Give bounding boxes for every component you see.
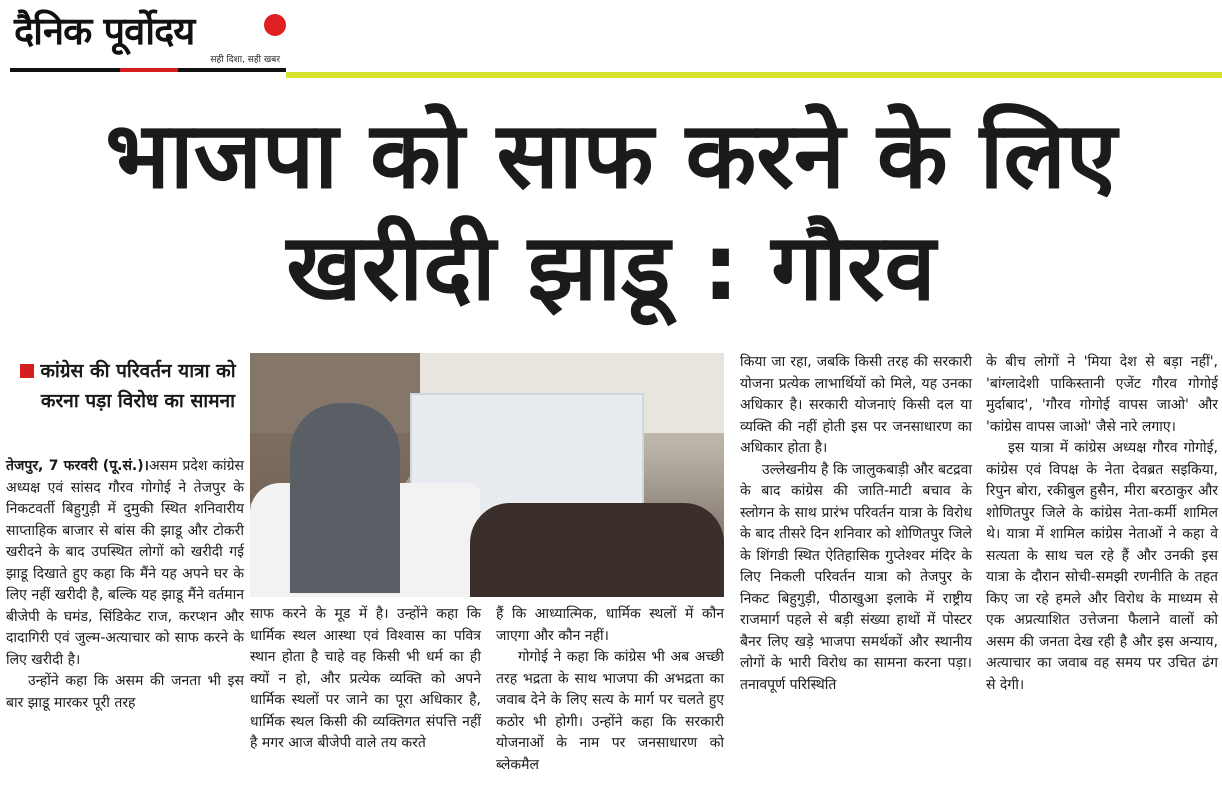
- news-photo: [250, 353, 724, 597]
- masthead-divider: [286, 72, 1222, 78]
- article-column-3: [496, 604, 724, 776]
- article-column-1: [6, 456, 244, 714]
- subheadline: कांग्रेस की परिवर्तन यात्रा को करना पड़ा विरोध का सामना: [40, 360, 236, 412]
- article-paragraph: इस यात्रा में कांग्रेस अध्यक्ष गौरव गोगोई, कांग्रेस एवं विपक्ष के नेता देवब्रत सइकिया, रिपुन बोरा, रकीबुल हुसैन, मीरा बरठाकुर और शोणितपुर जिले के कांग्रेस नेता-कर्मी शामिल थे। यात्रा में शामिल कांग्रेस नेताओं ने कहा वे सत्यता के साथ चल रहे हैं और उनकी इस यात्रा के दौरान सोची-समझी रणनीति के तहत किए जा रहे हमले और विरोध के माध्यम से एक अप्रत्याशित उत्तेजना फैलाने वालों को असम की जनता देख रही है और इस अन्याय, अत्याचार का जवाब वह समय पर उचित ढंग से देगी।: [986, 440, 1218, 693]
- article-column-2: [250, 604, 481, 755]
- headline: भाजपा को साफ करने के लिए खरीदी झाडू : गौरव: [105, 102, 1117, 321]
- article-column-4: [740, 352, 972, 696]
- photo-man: [290, 403, 400, 593]
- article-text: असम प्रदेश कांग्रेस अध्यक्ष एवं सांसद गौरव गोगोई ने तेजपुर के निकटवर्ती बिहुगुड़ी में दुमुकी स्थित शनिवारीय साप्ताहिक बाजार से बांस की झाडू और टोकरी खरीदने के बाद उपस्थित लोगों को खरीदी गई झाडू दिखाते हुए कहा कि मैंने यह अपने घर के लिए नहीं खरीदी है, बल्कि यह झाडू मैंने वर्तमान बीजेपी के घमंड, सिंडिकेट राज, करप्शन और दादागिरी एवं जुल्म-अत्याचार को साफ करने के लिए खरीदी है।: [6, 458, 245, 668]
- article-paragraph: गोगोई ने कहा कि कांग्रेस भी अब अच्छी तरह भद्रता के साथ भाजपा की अभद्रता का जवाब देने के लिए सत्य के मार्ग पर चलते हुए कठोर भी होगी। उन्होंने कहा कि सरकारी योजनाओं के नाम पर जनसाधारण को ब्लेकमैल: [496, 649, 724, 773]
- article-column-5: [986, 352, 1218, 696]
- sun-logo-icon: [264, 14, 286, 36]
- photo-crowd: [470, 503, 724, 597]
- article-paragraph: के बीच लोगों ने 'मिया देश से बड़ा नहीं', 'बांग्लादेशी पाकिस्तानी एजेंट गौरव गोगोई मुर्दाबाद', 'गौरव गोगोई वापस जाओ' और 'कांग्रेस वापस जाओ' जैसे नारे लगाए।: [986, 354, 1218, 435]
- article-paragraph: उन्होंने कहा कि असम की जनता भी इस बार झाडू मारकर पूरी तरह: [6, 673, 244, 711]
- newspaper-logo: [14, 6, 286, 68]
- newspaper-name: दैनिक पूर्वोदय: [14, 8, 195, 53]
- newspaper-tagline: सही दिशा, सही खबर: [210, 55, 280, 65]
- masthead-red-accent: [120, 68, 178, 72]
- article-paragraph: हैं कि आध्यात्मिक, धार्मिक स्थलों में कौन जाएगा और कौन नहीं।: [496, 606, 724, 644]
- dateline: तेजपुर, 7 फरवरी (पू.सं.)।: [6, 458, 149, 474]
- masthead: [0, 0, 1222, 80]
- article-paragraph: उल्लेखनीय है कि जालुकबाड़ी और बटद्रवा के बाद कांग्रेस की जाति-माटी बचाव के स्लोगन के साथ प्रारंभ परिवर्तन यात्रा के विरोध के बाद तीसरे दिन शनिवार को शोणितपुर जिले के शिंगडी स्थित ऐतिहासिक गुप्तेश्वर मंदिर के लिए निकली परिवर्तन यात्रा को तेजपुर के निकट बिहुगुड़ी, पीठाखुआ इलाके में राष्ट्रीय राजमार्ग पहले से बड़ी संख्या हाथों में पोस्टर बैनर लिए खड़े भाजपा समर्थकों और स्थानीय लोगों के भारी विरोध का सामना करना पड़ा। तनावपूर्ण परिस्थिति: [740, 461, 972, 693]
- subheadline-box: [12, 356, 244, 452]
- article-paragraph: [6, 456, 244, 671]
- article-paragraph: किया जा रहा, जबकि किसी तरह की सरकारी योजना प्रत्येक लाभार्थियों को मिले, यह उनका अधिकार है। सरकारी योजनाएं किसी दल या व्यक्ति की नहीं होती इस पर जनसाधारण का अधिकार होता है।: [740, 354, 972, 456]
- article-paragraph: साफ करने के मूड में है। उन्होंने कहा कि धार्मिक स्थल आस्था एवं विश्वास का पवित्र स्थान होता है चाहे वह किसी भी धर्म का ही क्यों न हो, और प्रत्येक व्यक्ति को अपने धार्मिक स्थलों पर जाने का पूरा अधिकार है, धार्मिक स्थल किसी की व्यक्तिगत संपत्ति नहीं है मगर आज बीजेपी वाले तय करते: [250, 606, 481, 751]
